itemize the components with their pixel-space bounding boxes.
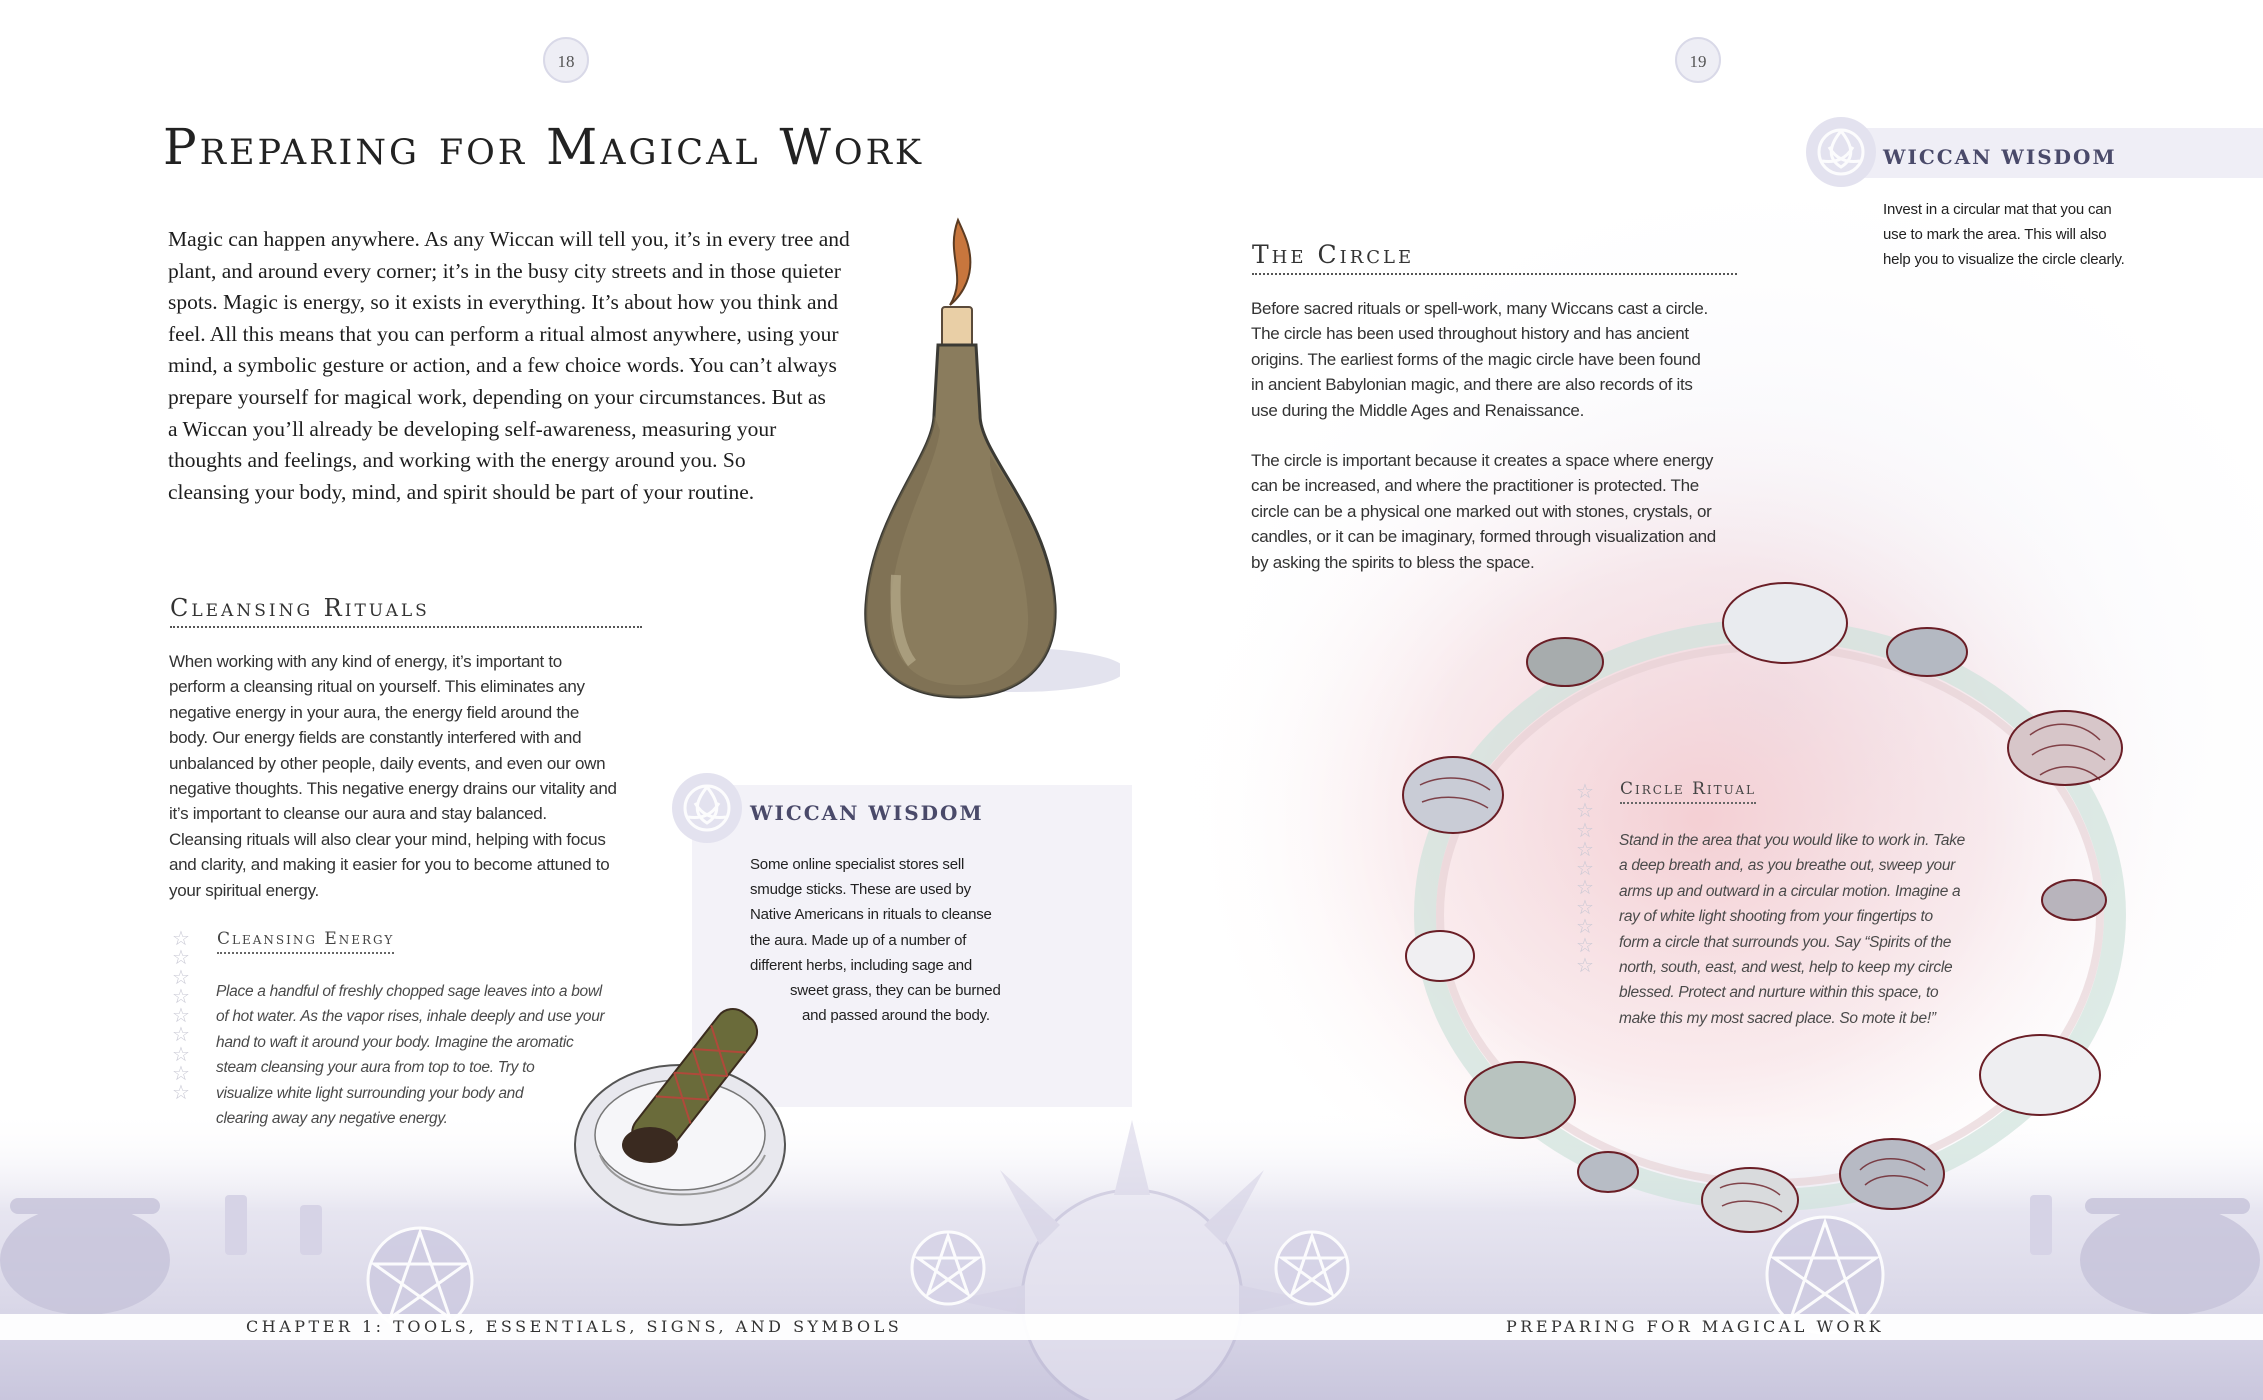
stone xyxy=(1403,757,1503,833)
text-line: Stand in the area that you would like to work in. Take xyxy=(1619,832,1965,849)
text-line: smudge sticks. These are used by xyxy=(750,881,971,899)
stone xyxy=(1578,1152,1638,1192)
text-line: When working with any kind of energy, it’s important to xyxy=(169,652,562,671)
text-line: Native Americans in rituals to cleanse xyxy=(750,906,992,924)
text-line: origins. The earliest forms of the magic circle have been found xyxy=(1251,349,1701,369)
text-line: hand to waft it around your body. Imagine the aromatic xyxy=(216,1033,574,1051)
text-line: and clarity, and making it easier for you to become attuned to xyxy=(169,855,610,875)
triquetra-icon xyxy=(1806,117,1876,187)
star-icon: ☆ xyxy=(172,1063,190,1086)
intro-line: feel. All this means that you can perform a ritual almost anywhere, using your xyxy=(168,321,839,346)
stone xyxy=(1980,1035,2100,1115)
stone xyxy=(2042,880,2106,920)
intro-line: plant, and around every corner; it’s in the busy city streets and in those quieter xyxy=(168,258,841,283)
text-line: the aura. Made up of a number of xyxy=(750,931,967,949)
star-column-right xyxy=(1572,783,1598,976)
star-icon: ☆ xyxy=(172,966,190,989)
text-line: The circle has been used throughout history and has ancient xyxy=(1251,324,1689,344)
text-line: your spiritual energy. xyxy=(169,880,319,900)
text-line: candles, or it can be imaginary, formed through visualization and xyxy=(1251,527,1716,547)
footer-right: PREPARING FOR MAGICAL WORK xyxy=(1506,1317,1885,1336)
text-line: arms up and outward in a circular motion. Imagine a xyxy=(1619,882,1961,900)
text-line: perform a cleansing ritual on yourself. This eliminates any xyxy=(169,677,585,697)
stone xyxy=(1702,1168,1798,1232)
smudge-stick-illustration xyxy=(570,995,800,1235)
star-icon: ☆ xyxy=(172,985,190,1008)
stone xyxy=(1527,638,1603,686)
text-line: The circle is important because it creates a space where energy xyxy=(1251,451,1714,470)
text-line: form a circle that surrounds you. Say “Spirits of the xyxy=(1619,933,1952,951)
text-line: Before sacred rituals or spell-work, many Wiccans cast a circle. xyxy=(1251,299,1708,318)
star-icon: ☆ xyxy=(172,1043,190,1066)
bottle-illustration xyxy=(850,215,1120,715)
text-line: Some online specialist stores sell xyxy=(750,856,965,873)
intro-line: thoughts and feelings, and working with the energy around you. So xyxy=(168,448,746,473)
text-line: Place a handful of freshly chopped sage leaves into a bowl xyxy=(216,983,602,1000)
stone xyxy=(1887,628,1967,676)
cleansing-rituals-heading: Cleansing Rituals xyxy=(170,594,642,628)
text-line: by asking the spirits to bless the space. xyxy=(1251,552,1535,572)
star-icon: ☆ xyxy=(1576,819,1594,842)
page-number-left: 18 xyxy=(543,37,589,83)
the-circle-para1 xyxy=(1251,296,1771,423)
text-line: negative energy in your aura, the energy field around the xyxy=(169,702,580,722)
intro-line: cleansing your body, mind, and spirit should be part of your routine. xyxy=(168,479,755,504)
text-line: unbalanced by other people, daily events, and even our own xyxy=(169,753,606,773)
text-line: blessed. Protect and nurture within this space, to xyxy=(1619,984,1939,1002)
wiccan-wisdom-heading-left: WICCAN WISDOM xyxy=(750,801,984,825)
stone xyxy=(1465,1062,1575,1138)
page-number-right: 19 xyxy=(1675,37,1721,83)
star-icon: ☆ xyxy=(1576,935,1594,958)
footer-left: CHAPTER 1: TOOLS, ESSENTIALS, SIGNS, AND SYMBOLS xyxy=(246,1317,903,1336)
triquetra-icon xyxy=(672,773,742,843)
circle-ritual-text xyxy=(1619,828,2009,1031)
star-icon: ☆ xyxy=(1576,838,1594,861)
star-column-left xyxy=(168,930,194,1104)
text-line: different herbs, including sage and xyxy=(750,956,973,974)
text-line: steam cleansing your aura from top to toe. Try to xyxy=(216,1059,535,1077)
intro-line: mind, a symbolic gesture or action, and a few choice words. You can’t always xyxy=(168,353,837,378)
the-circle-para2 xyxy=(1251,448,1771,575)
the-circle-heading: The Circle xyxy=(1252,240,1737,275)
page-title: Preparing for Magical Work xyxy=(163,118,925,176)
star-icon: ☆ xyxy=(1576,781,1594,803)
intro-line: prepare yourself for magical work, depending on your circumstances. But as xyxy=(168,384,826,409)
intro-paragraph xyxy=(168,224,938,508)
star-icon: ☆ xyxy=(1576,858,1594,881)
text-line: of hot water. As the vapor rises, inhale deeply and use your xyxy=(216,1008,605,1026)
intro-line: spots. Magic is energy, so it exists in everything. It’s about how you think and xyxy=(168,290,839,315)
text-line: use to mark the area. This will also xyxy=(1883,226,2107,244)
text-line: north, south, east, and west, help to keep my circle xyxy=(1619,959,1953,977)
wiccan-wisdom-heading-right: WICCAN WISDOM xyxy=(1883,145,2117,169)
star-icon: ☆ xyxy=(1576,916,1594,939)
wiccan-wisdom-text-right xyxy=(1883,197,2193,273)
text-line: Invest in a circular mat that you can xyxy=(1883,201,2112,218)
star-icon: ☆ xyxy=(172,928,190,950)
text-line: negative thoughts. This negative energy drains our vitality and xyxy=(169,779,617,799)
star-icon: ☆ xyxy=(172,1005,190,1028)
text-line: circle can be a physical one marked out with stones, crystals, or xyxy=(1251,501,1712,521)
star-icon: ☆ xyxy=(1576,954,1594,977)
star-icon: ☆ xyxy=(1576,800,1594,823)
intro-line: Magic can happen anywhere. As any Wiccan will tell you, it’s in every tree and xyxy=(168,227,850,251)
cleansing-rituals-text xyxy=(169,649,669,903)
text-line: help you to visualize the circle clearly. xyxy=(1883,251,2125,269)
text-line: sweet grass, they can be burned xyxy=(790,982,1001,1000)
text-line: it’s important to cleanse our aura and stay balanced. xyxy=(169,804,547,824)
text-line: visualize white light surrounding your body and xyxy=(216,1084,524,1102)
star-icon: ☆ xyxy=(172,1082,190,1105)
stone xyxy=(1840,1139,1944,1209)
star-icon: ☆ xyxy=(1576,896,1594,919)
text-line: a deep breath and, as you breathe out, sweep your xyxy=(1619,857,1956,875)
text-line: make this my most sacred place. So mote it be!” xyxy=(1619,1009,1936,1027)
star-icon: ☆ xyxy=(1576,877,1594,900)
text-line: in ancient Babylonian magic, and there are also records of its xyxy=(1251,375,1693,395)
text-line: and passed around the body. xyxy=(802,1007,990,1025)
text-line: body. Our energy fields are constantly interfered with and xyxy=(169,728,582,748)
text-line: Cleansing rituals will also clear your mind, helping with focus xyxy=(169,829,606,849)
stone xyxy=(1406,931,1474,981)
text-line: can be increased, and where the practitioner is protected. The xyxy=(1251,476,1699,496)
cleansing-energy-heading: Cleansing Energy xyxy=(217,929,394,954)
text-line: clearing away any negative energy. xyxy=(216,1110,448,1128)
intro-line: a Wiccan you’ll already be developing self-awareness, measuring your xyxy=(168,416,777,441)
text-line: use during the Middle Ages and Renaissance. xyxy=(1251,400,1584,420)
star-icon: ☆ xyxy=(172,1024,190,1047)
circle-ritual-heading: Circle Ritual xyxy=(1620,779,1756,804)
star-icon: ☆ xyxy=(172,947,190,970)
stone xyxy=(2008,711,2122,785)
stone xyxy=(1723,583,1847,663)
text-line: ray of white light shooting from your fingertips to xyxy=(1619,908,1933,926)
